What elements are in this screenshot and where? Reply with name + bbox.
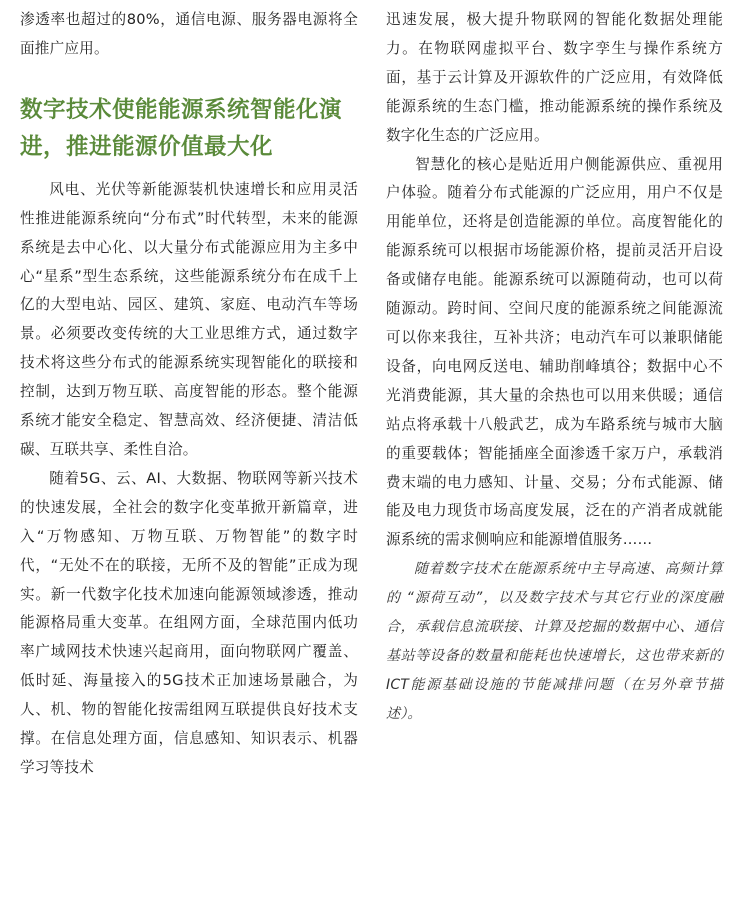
body-paragraph-smart-energy: 智慧化的核心是贴近用户侧能源供应、重视用户体验。随着分布式能源的广泛应用，用户不仅是用能单位，还将是创造能源的单位。高度智能化的能源系统可以根据市场能源价格，提前灵活开启设备或储存电能。能源系统可以源随荷动，也可以荷随源动。跨时间、空间尺度的能源系统之间能源流可以你来我往，互补共济；电动汽车可以兼职储能设备，向电网反送电、辅助削峰填谷；数据中心不光消费能源，其大量的余热也可以用来供暖；通信站点将承载十八般武艺，成为车路系统与城市大脑的重要载体；智能插座全面渗透千家万户，承载消费末端的电力感知、计量、交易；分布式能源、储能及电力现货市场高度发展，泛在的产消者成就能源系统的需求侧响应和能源增值服务…… <box>386 155 723 549</box>
italic-note: 随着数字技术在能源系统中主导高速、高频计算的 “源荷互动”，以及数字技术与其它行业的深度融合，承载信息流联接、计算及挖掘的数据中心、通信基站等设备的数量和能耗也快速增长，这也带来新的ICT能源基础设施的节能减排问题（在另外章节描述）。 <box>386 561 723 722</box>
section-heading: 数字技术使能能源系统智能化演进，推进能源价值最大化 <box>20 96 343 160</box>
intro-paragraph-tail: 渗透率也超过的80%，通信电源、服务器电源将全面推广应用。 <box>20 11 358 57</box>
body-paragraph-continuation: 迅速发展，极大提升物联网的智能化数据处理能力。在物联网虚拟平台、数字孪生与操作系统方面，基于云计算及开源软件的广泛应用，有效降低能源系统的生态门槛，推动能源系统的操作系统及数字化生态的广泛应用。 <box>386 11 723 144</box>
body-paragraph-distributed-energy: 风电、光伏等新能源装机快速增长和应用灵活性推进能源系统向“分布式”时代转型，未来的能源系统是去中心化、以大量分布式能源应用为主多中心“星系”型生态系统，这些能源系统分布在成千上亿的大型电站、园区、建筑、家庭、电动汽车等场景。必须要改变传统的大工业思维方式，通过数字技术将这些分布式的能源系统实现智能化的联接和控制，达到万物互联、高度智能的形态。整个能源系统才能安全稳定、智慧高效、经济便捷、清洁低碳、互联共享、柔性自洽。 <box>20 180 358 458</box>
right-column <box>386 6 723 729</box>
body-paragraph-digital-technology: 随着5G、云、AI、大数据、物联网等新兴技术的快速发展，全社会的数字化变革掀开新篇章，进入“万物感知、万物互联、万物智能”的数字时代，“无处不在的联接，无所不及的智能”正成为现实。新一代数字化技术加速向能源领域渗透，推动能源格局重大变革。在组网方面，全球范围内低功率广域网技术快速兴起商用，面向物联网广覆盖、低时延、海量接入的5G技术正加速场景融合，为人、机、物的智能化按需组网互联提供良好技术支撑。在信息处理方面，信息感知、知识表示、机器学习等技术 <box>20 469 358 776</box>
left-column <box>20 6 358 783</box>
